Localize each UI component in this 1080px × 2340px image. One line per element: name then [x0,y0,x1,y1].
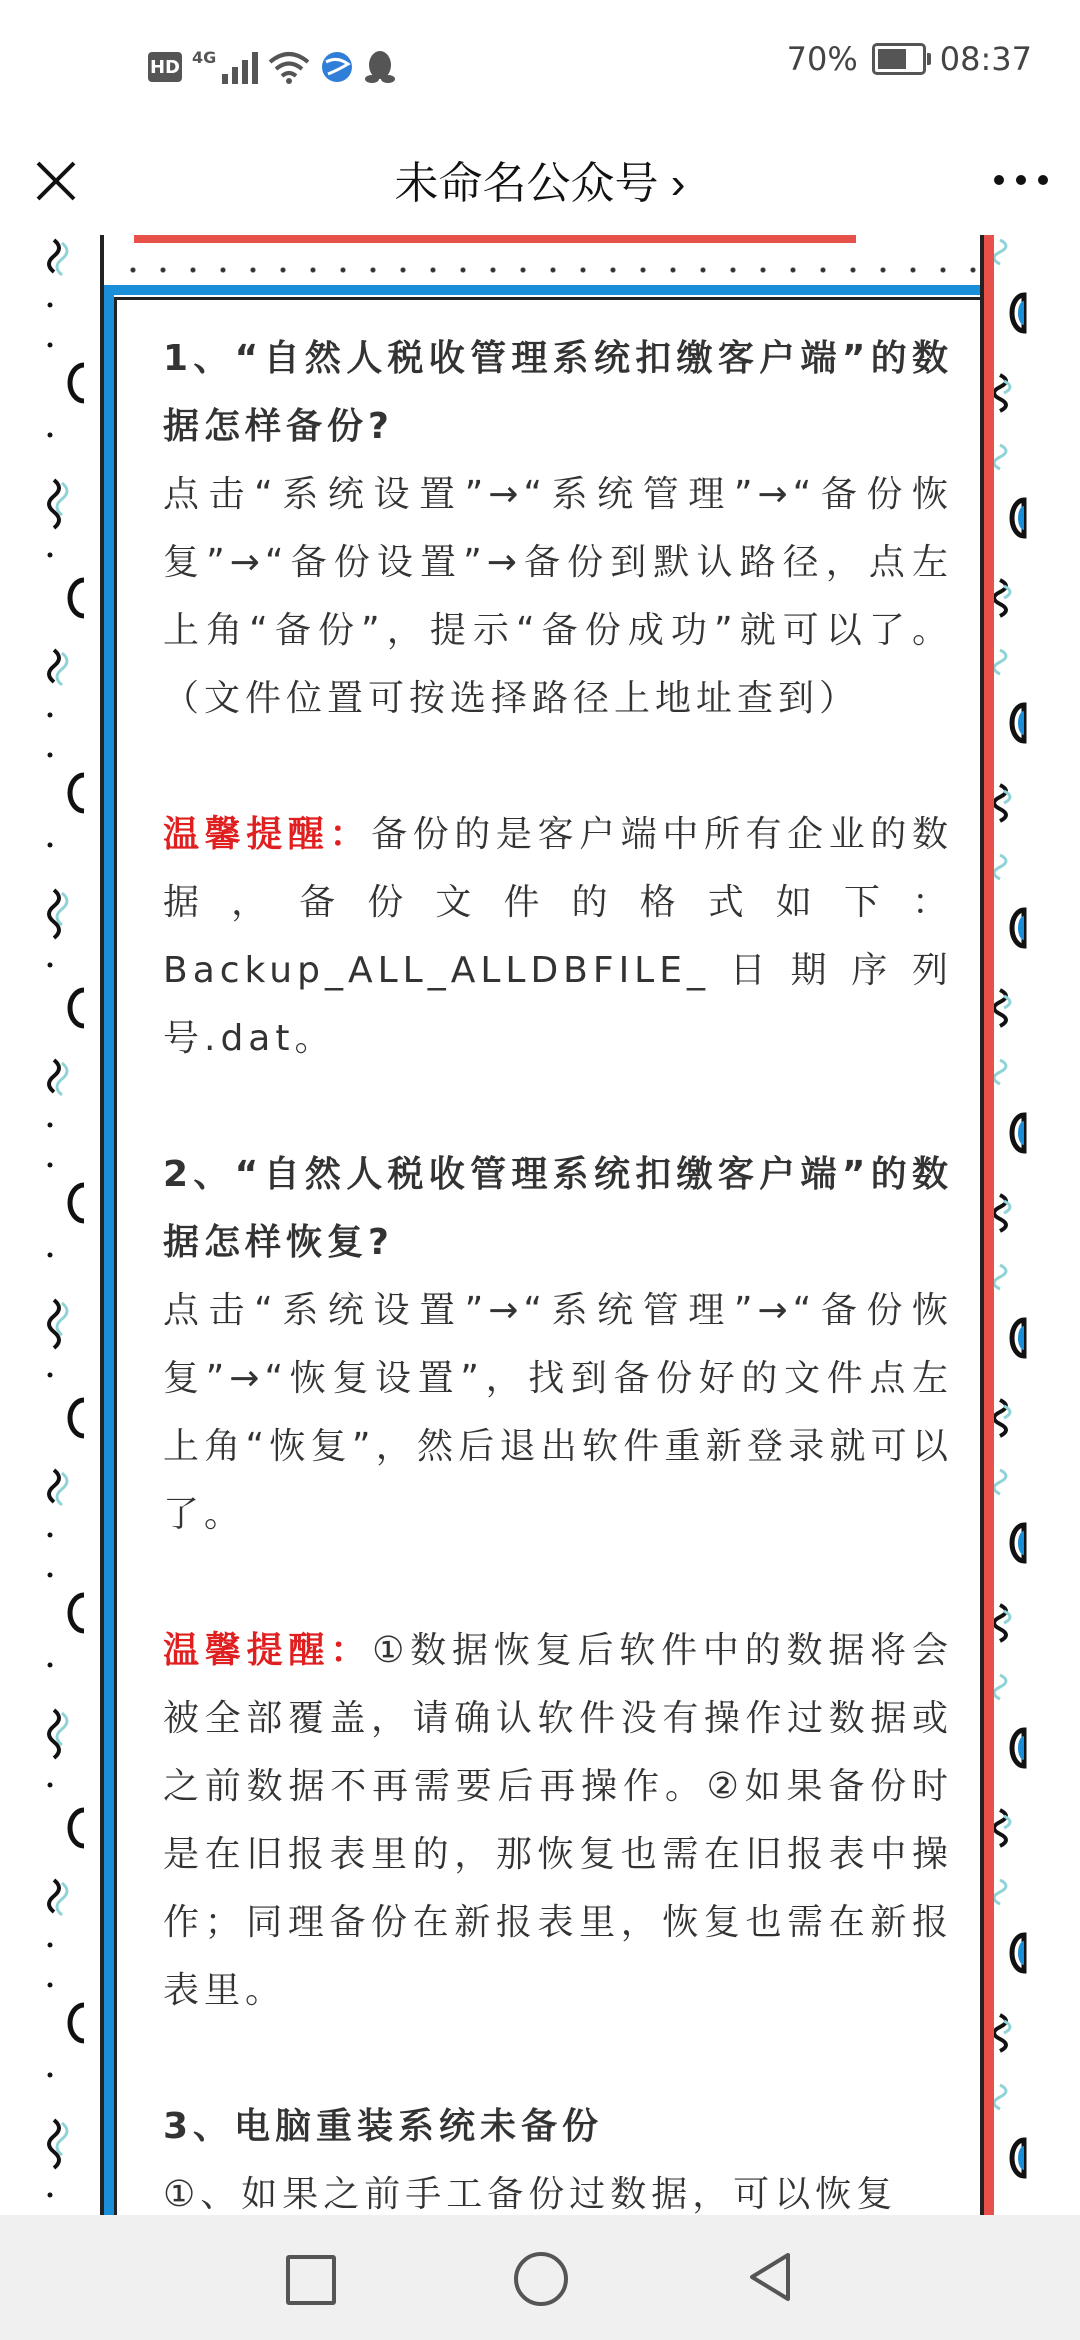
section-2-tip [163,1617,953,2025]
article-content [163,325,953,2215]
frame-inner-top [114,297,980,300]
signal-icon [222,50,258,84]
frame-blue-left [104,285,114,2215]
tip-label: 温馨提醒： [163,1630,373,1671]
tip-text: 备份的是客户端中所有企业的数据，备份文件的格式如下：Backup_ALL_ALLDBFILE_日期序列号.dat。 [163,814,953,1059]
home-button[interactable] [514,2252,568,2306]
article-header [0,135,1080,235]
back-button[interactable] [744,2249,796,2305]
section-3-title: 3、电脑重装系统未备份 [163,2106,604,2147]
account-title[interactable] [0,147,1080,211]
status-icons-left [148,42,396,92]
section-1-tip [163,801,953,1073]
dotted-border [118,265,978,275]
side-decoration-right [994,235,1050,2215]
status-icons-right [787,40,1032,78]
globe-icon [320,50,354,84]
status-bar [0,0,1080,135]
frame-inner-left [114,297,117,2215]
more-icon[interactable] [994,175,1048,185]
network-type: 4G [192,47,217,67]
red-top-line [134,235,856,243]
section-1-title: 1、“自然人税收管理系统扣缴客户端”的数据怎样备份? [163,338,953,447]
frame-right-red [984,235,994,2215]
section-2-body: 点击“系统设置”→“系统管理”→“备份恢复”→“恢复设置”，找到备份好的文件点左上角“恢复”，然后退出软件重新登录就可以了。 [163,1290,953,1535]
section-3-body: ①、如果之前手工备份过数据，可以恢复 [163,2174,898,2215]
side-decoration-left [44,235,100,2215]
qq-icon [364,49,396,85]
battery-icon [872,43,926,75]
chevron-right-icon: › [670,159,686,208]
article-body[interactable] [0,235,1080,2215]
recent-apps-button[interactable] [286,2255,336,2305]
wifi-icon [268,50,310,84]
hd-badge: HD [148,52,182,82]
account-name: 未命名公众号 [394,159,659,208]
battery-percent: 70% [786,40,858,78]
system-nav-bar [0,2215,1080,2340]
tip-text: ①数据恢复后软件中的数据将会被全部覆盖，请确认软件没有操作过数据或之前数据不再需要后再操作。②如果备份时是在旧报表里的，那恢复也需在旧报表中操作；同理备份在新报表里，恢复也需在新报表里。 [163,1630,953,2011]
clock: 08:37 [939,40,1032,78]
frame-blue-top [104,285,980,295]
tip-label: 温馨提醒： [163,814,372,855]
section-2-title: 2、“自然人税收管理系统扣缴客户端”的数据怎样恢复? [163,1154,953,1263]
section-1-body: 点击“系统设置”→“系统管理”→“备份恢复”→“备份设置”→备份到默认路径，点左上角“备份”，提示“备份成功”就可以了。（文件位置可按选择路径上地址查到） [163,474,953,719]
